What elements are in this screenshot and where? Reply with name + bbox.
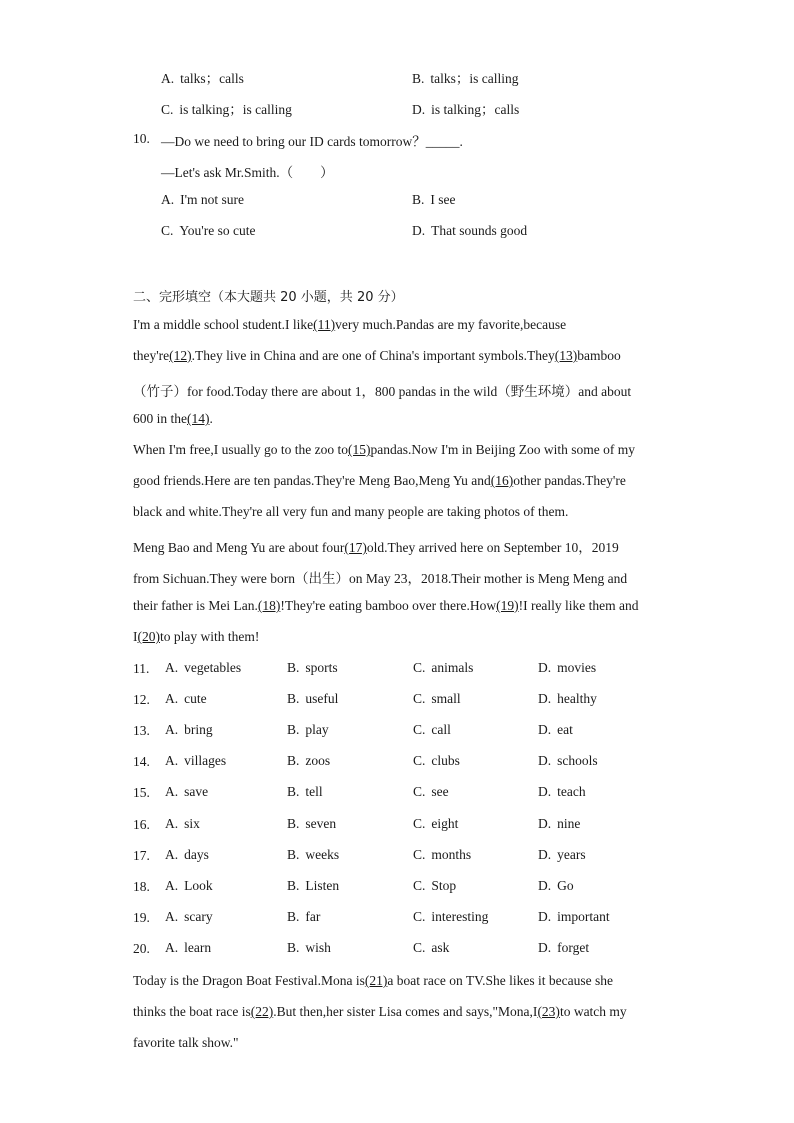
choice-option-b[interactable]: [287, 753, 330, 769]
choice-option-d[interactable]: [538, 722, 573, 738]
option-letter: A.: [165, 909, 179, 924]
option-text: Look: [184, 878, 213, 893]
option-letter: C.: [413, 909, 426, 924]
option-letter: D.: [538, 722, 552, 737]
text: old.They arrived here on September 10，2019: [366, 540, 619, 555]
choice-number: 19.: [133, 910, 150, 925]
option-text: I see: [430, 192, 456, 207]
choice-option-c[interactable]: [413, 847, 471, 863]
q10-option-b[interactable]: [412, 192, 456, 208]
choice-number: 16.: [133, 817, 150, 832]
option-letter: C.: [413, 660, 426, 675]
text: .They live in China and are one of China's important symbols.They: [191, 348, 555, 363]
option-text: teach: [557, 784, 586, 799]
option-text: important: [557, 909, 610, 924]
option-text: tell: [305, 784, 323, 799]
q9-option-a[interactable]: [161, 67, 244, 87]
blank-16[interactable]: (16): [490, 473, 514, 488]
choice-option-d[interactable]: [538, 878, 574, 894]
text: .: [209, 411, 213, 426]
option-text: bring: [184, 722, 213, 737]
q10-line2: —Let's ask Mr.Smith.（ ）: [161, 165, 334, 180]
choice-option-d[interactable]: [538, 909, 610, 925]
passage2-line-2: [133, 1004, 627, 1020]
choice-number: 11.: [133, 661, 150, 676]
text: good friends.Here are ten pandas.They're Meng Bao,Meng Yu and: [133, 473, 491, 488]
option-letter: B.: [287, 878, 300, 893]
option-text: sports: [305, 660, 338, 675]
option-letter: A.: [165, 816, 179, 831]
option-text: That sounds good: [431, 223, 528, 238]
option-letter: B.: [287, 816, 300, 831]
choice-option-a[interactable]: [165, 940, 211, 956]
option-text: vegetables: [184, 660, 242, 675]
text: !They're eating bamboo over there.How: [280, 598, 497, 613]
option-text: useful: [305, 691, 339, 706]
text: favorite talk show.": [133, 1035, 239, 1050]
q9-option-c[interactable]: [161, 98, 292, 118]
option-letter: A.: [161, 192, 175, 207]
option-text: Stop: [431, 878, 457, 893]
option-letter: C.: [161, 223, 174, 238]
choice-option-a[interactable]: [165, 847, 209, 863]
choice-number: 15.: [133, 785, 150, 800]
option-text: small: [431, 691, 461, 706]
option-text: scary: [184, 909, 213, 924]
option-text: years: [557, 847, 586, 862]
period: .: [459, 134, 463, 149]
option-letter: B.: [287, 940, 300, 955]
choice-option-b[interactable]: [287, 909, 320, 925]
choice-option-d[interactable]: [538, 847, 586, 863]
option-letter: A.: [165, 660, 179, 675]
option-text: days: [184, 847, 209, 862]
choice-option-a[interactable]: [165, 878, 213, 894]
choice-option-d[interactable]: [538, 660, 596, 676]
option-letter: B.: [412, 192, 425, 207]
option-letter: A.: [165, 847, 179, 862]
choice-number: 13.: [133, 723, 150, 738]
option-letter: D.: [538, 753, 552, 768]
text: I'm a middle school student.I like: [133, 317, 314, 332]
choice-option-c[interactable]: [413, 940, 449, 956]
option-text: villages: [184, 753, 227, 768]
choice-option-b[interactable]: [287, 691, 338, 707]
option-letter: B.: [287, 753, 300, 768]
choice-option-a[interactable]: [165, 816, 200, 832]
option-letter: C.: [413, 940, 426, 955]
option-letter: C.: [413, 691, 426, 706]
option-letter: A.: [165, 753, 179, 768]
blank-14[interactable]: (14): [187, 411, 210, 426]
q10-number: 10.: [133, 131, 150, 146]
passage1-line-6: [133, 473, 626, 489]
option-text: six: [184, 816, 200, 831]
option-text: play: [305, 722, 329, 737]
q10-question: —Do we need to bring our ID cards tomorrow: [161, 134, 413, 149]
blank-20[interactable]: (20): [137, 629, 160, 644]
choice-option-a[interactable]: [165, 722, 213, 738]
option-letter: D.: [538, 816, 552, 831]
text: 600 in the: [133, 411, 187, 426]
text: bamboo: [577, 348, 621, 363]
q10-line1: [161, 130, 463, 150]
text: to play with them!: [160, 629, 260, 644]
option-text: healthy: [557, 691, 597, 706]
choice-number: 12.: [133, 692, 150, 707]
option-letter: D.: [538, 847, 552, 862]
blank-18[interactable]: (18): [257, 598, 281, 613]
choice-option-b[interactable]: [287, 940, 331, 956]
option-letter: A.: [165, 722, 179, 737]
q10-option-d[interactable]: [412, 223, 527, 239]
choice-option-a[interactable]: [165, 909, 213, 925]
blank-15[interactable]: (15): [348, 442, 371, 457]
choice-option-c[interactable]: [413, 660, 473, 676]
choice-option-b[interactable]: [287, 847, 339, 863]
option-letter: D.: [538, 878, 552, 893]
text: Today is the Dragon Boat Festival.Mona is: [133, 973, 365, 988]
option-text: eat: [557, 722, 573, 737]
option-letter: A.: [165, 691, 179, 706]
choice-option-b[interactable]: [287, 816, 336, 832]
option-letter: D.: [412, 102, 426, 117]
option-letter: B.: [287, 847, 300, 862]
blank-23[interactable]: (23): [537, 1004, 560, 1019]
text: .But then,her sister Lisa comes and says,"Mona,I: [273, 1004, 538, 1019]
option-letter: C.: [413, 816, 426, 831]
option-letter: A.: [165, 878, 179, 893]
passage1-line-2: [133, 348, 621, 364]
option-text: save: [184, 784, 209, 799]
option-letter: B.: [287, 722, 300, 737]
choice-option-d[interactable]: [538, 816, 580, 832]
choice-number: 17.: [133, 848, 150, 863]
option-text: learn: [184, 940, 212, 955]
option-letter: D.: [538, 784, 552, 799]
passage1-line-1: [133, 317, 566, 333]
choice-option-b[interactable]: [287, 722, 329, 738]
blank-22[interactable]: (22): [250, 1004, 274, 1019]
option-letter: B.: [287, 784, 300, 799]
choice-option-a[interactable]: [165, 660, 241, 676]
passage2-line-3: [133, 1035, 238, 1051]
passage1-line-8: [133, 536, 619, 556]
option-text: nine: [557, 816, 581, 831]
option-letter: C.: [413, 784, 426, 799]
option-letter: C.: [413, 878, 426, 893]
choice-option-d[interactable]: [538, 753, 598, 769]
option-letter: B.: [287, 660, 300, 675]
text: their father is Mei Lan.: [133, 598, 258, 613]
passage1-line-10: [133, 598, 639, 614]
option-text: weeks: [305, 847, 340, 862]
choice-option-d[interactable]: [538, 691, 597, 707]
option-text: ask: [431, 940, 450, 955]
option-letter: D.: [538, 660, 552, 675]
option-letter: A.: [165, 784, 179, 799]
option-text: forget: [557, 940, 590, 955]
option-letter: A.: [165, 940, 179, 955]
option-letter: D.: [538, 691, 552, 706]
choice-option-d[interactable]: [538, 940, 589, 956]
text: to watch my: [559, 1004, 627, 1019]
option-text: far: [305, 909, 321, 924]
passage1-line-5: [133, 442, 635, 458]
text: other pandas.They're: [513, 473, 626, 488]
text: very much.Pandas are my favorite,because: [335, 317, 567, 332]
choice-option-d[interactable]: [538, 784, 586, 800]
option-text: Listen: [305, 878, 340, 893]
option-text: movies: [557, 660, 597, 675]
option-text: call: [431, 722, 451, 737]
text: When I'm free,I usually go to the zoo to: [133, 442, 348, 457]
choice-option-c[interactable]: [413, 784, 449, 800]
option-text: schools: [557, 753, 598, 768]
option-text: is talking；calls: [431, 102, 520, 117]
choice-option-b[interactable]: [287, 784, 323, 800]
choice-option-c[interactable]: [413, 722, 451, 738]
option-text: see: [431, 784, 449, 799]
option-text: zoos: [305, 753, 331, 768]
q10-option-c[interactable]: [161, 223, 255, 239]
blank-17[interactable]: (17): [344, 540, 367, 555]
question-mark: ？: [412, 134, 426, 149]
option-text: wish: [305, 940, 331, 955]
option-letter: C.: [413, 753, 426, 768]
blank-12[interactable]: (12): [169, 348, 192, 363]
choice-option-b[interactable]: [287, 660, 338, 676]
text: thinks the boat race is: [133, 1004, 251, 1019]
q10-blank: _____: [425, 134, 460, 149]
option-text: months: [431, 847, 472, 862]
passage1-line-9: [133, 567, 627, 587]
option-text: animals: [431, 660, 474, 675]
option-letter: B.: [287, 691, 300, 706]
choice-option-b[interactable]: [287, 878, 339, 894]
option-letter: B.: [412, 71, 425, 86]
choice-number: 14.: [133, 754, 150, 769]
choice-option-c[interactable]: [413, 816, 458, 832]
blank-13[interactable]: (13): [554, 348, 578, 363]
blank-11[interactable]: (11): [313, 317, 336, 332]
option-text: eight: [431, 816, 459, 831]
text: !I really like them and: [518, 598, 639, 613]
option-letter: C.: [413, 847, 426, 862]
option-letter: C.: [413, 722, 426, 737]
option-letter: A.: [161, 71, 175, 86]
choice-option-c[interactable]: [413, 878, 456, 894]
option-letter: D.: [412, 223, 426, 238]
choice-option-c[interactable]: [413, 753, 460, 769]
option-text: interesting: [431, 909, 489, 924]
section-title: 二、完形填空（本大题共 20 小题，共 20 分）: [133, 290, 404, 305]
choice-option-a[interactable]: [165, 691, 207, 707]
option-text: talks；calls: [180, 71, 244, 86]
choice-option-a[interactable]: [165, 784, 208, 800]
option-text: talks；is calling: [430, 71, 519, 86]
option-text: seven: [305, 816, 337, 831]
passage1-line-4: [133, 411, 213, 427]
option-text: Go: [557, 878, 574, 893]
option-text: is talking；is calling: [179, 102, 292, 117]
text: black and white.They're all very fun and many people are taking photos of them.: [133, 504, 569, 519]
choice-option-a[interactable]: [165, 753, 226, 769]
passage1-line-11: [133, 629, 259, 645]
q9-option-b[interactable]: [412, 67, 519, 87]
passage2-line-1: [133, 973, 613, 989]
choice-number: 18.: [133, 879, 150, 894]
blank-19[interactable]: (19): [496, 598, 519, 613]
choice-number: 20.: [133, 941, 150, 956]
option-letter: C.: [161, 102, 174, 117]
choice-option-c[interactable]: [413, 909, 488, 925]
text: Meng Bao and Meng Yu are about four: [133, 540, 345, 555]
option-text: You're so cute: [179, 223, 256, 238]
text: I: [133, 629, 138, 644]
q10-option-a[interactable]: [161, 192, 244, 208]
text: a boat race on TV.She likes it because she: [387, 973, 613, 988]
option-text: cute: [184, 691, 207, 706]
choice-option-c[interactable]: [413, 691, 461, 707]
q9-option-d[interactable]: [412, 98, 519, 118]
option-text: clubs: [431, 753, 460, 768]
option-letter: D.: [538, 909, 552, 924]
passage1-line-3: [133, 380, 631, 400]
text: pandas.Now I'm in Beijing Zoo with some of my: [370, 442, 636, 457]
text: they're: [133, 348, 170, 363]
option-letter: D.: [538, 940, 552, 955]
option-letter: B.: [287, 909, 300, 924]
passage1-line-7: [133, 504, 568, 520]
text: （竹子）for food.Today there are about 1，800 pandas in the wild（野生环境）and about: [133, 384, 632, 399]
blank-21[interactable]: (21): [364, 973, 388, 988]
option-text: I'm not sure: [180, 192, 245, 207]
text: from Sichuan.They were born（出生）on May 23，2018.Their mother is Meng Meng and: [133, 571, 628, 586]
